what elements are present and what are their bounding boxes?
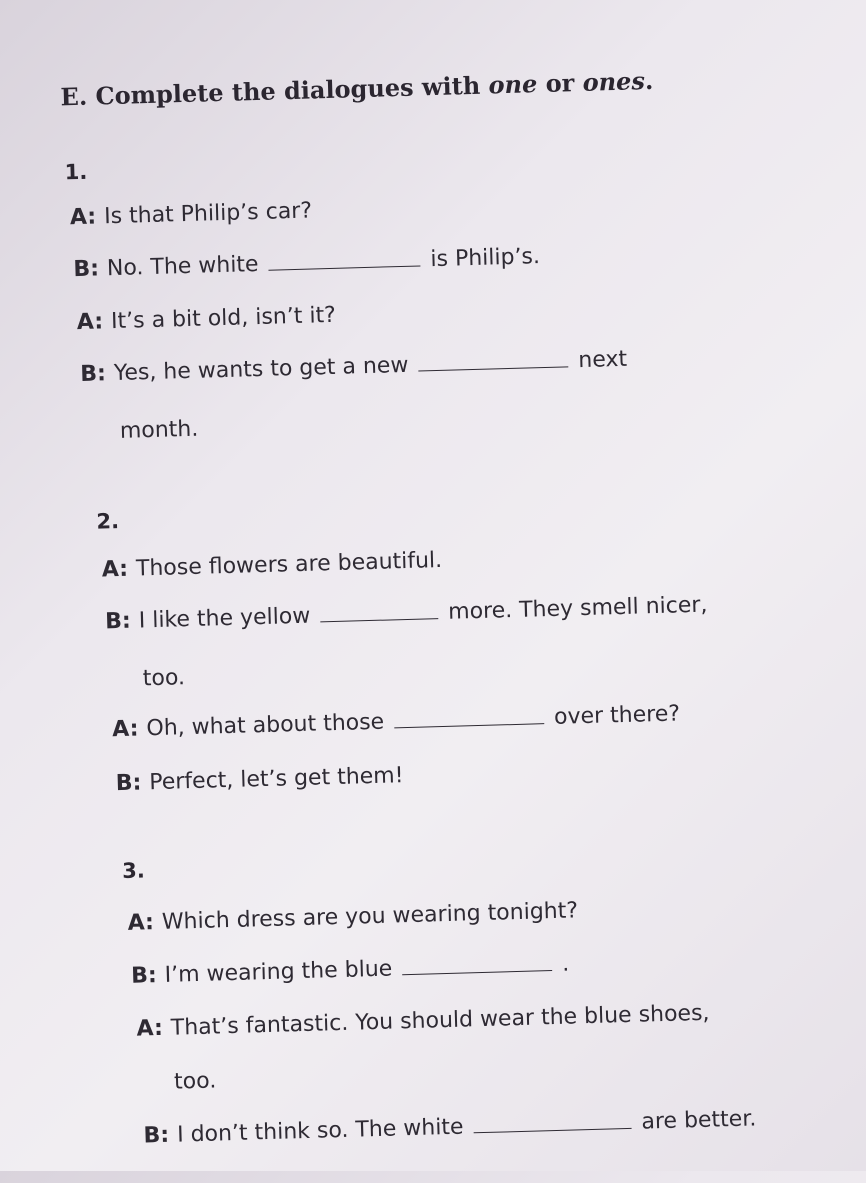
speaker-label: B: — [115, 770, 142, 797]
speaker-label: B: — [79, 361, 107, 387]
title-text: E. Complete the dialogues with — [60, 70, 489, 112]
speaker-label: A: — [76, 309, 104, 336]
line-text: I’m wearing the blue — [164, 956, 393, 988]
dialogue-3-line-4 — [143, 1106, 756, 1148]
speaker-label: A: — [136, 1015, 164, 1042]
dialogue-2-line-4 — [115, 763, 403, 796]
speaker-label: A: — [127, 910, 155, 936]
line-text-after: more. They smell nicer, — [447, 592, 708, 625]
dialogue-2-line-3 — [112, 701, 680, 742]
dialogue-3-continuation: too. — [173, 1068, 217, 1095]
speaker-label: A: — [101, 556, 129, 583]
answer-blank[interactable] — [419, 365, 569, 371]
answer-blank[interactable] — [394, 722, 544, 728]
title-word-ones: ones — [582, 66, 646, 97]
line-text: Which dress are you wearing tonight? — [161, 898, 579, 935]
dialogue-3-line-2 — [131, 952, 570, 989]
line-text: I don’t think so. The white — [176, 1114, 464, 1148]
line-text-after: over there? — [553, 701, 681, 730]
title-period: . — [644, 65, 654, 96]
line-text: Perfect, let’s get them! — [148, 763, 404, 796]
line-text-after: is Philip’s. — [430, 244, 541, 273]
line-text: Is that Philip’s car? — [103, 198, 313, 230]
line-text: Yes, he wants to get a new — [113, 352, 409, 387]
dialogue-2-number: 2. — [96, 508, 120, 534]
dialogue-3-number: 3. — [121, 858, 146, 884]
line-text: Oh, what about those — [146, 709, 385, 742]
dialogue-2-line-2 — [105, 593, 708, 635]
line-text: No. The white — [106, 251, 259, 282]
speaker-label: A: — [111, 716, 139, 743]
dialogue-1-line-3 — [77, 303, 337, 335]
speaker-label: A: — [69, 204, 97, 231]
dialogue-1-line-4 — [80, 347, 627, 387]
speaker-label: B: — [130, 963, 158, 989]
exercise-title — [60, 66, 653, 112]
speaker-label: B: — [104, 608, 132, 635]
dialogue-1-line-2 — [73, 244, 540, 282]
answer-blank[interactable] — [269, 264, 421, 270]
title-or: or — [536, 67, 584, 99]
title-word-one: one — [488, 69, 538, 100]
answer-blank[interactable] — [474, 1127, 632, 1133]
line-text-after: next — [577, 346, 628, 374]
speaker-label: B: — [143, 1122, 170, 1149]
line-text-after: are better. — [641, 1106, 757, 1135]
line-text: That’s fantastic. You should wear the blue shoes, — [170, 1000, 710, 1041]
line-text-after: . — [561, 951, 570, 977]
dialogue-3-line-1 — [127, 898, 578, 936]
dialogue-2-continuation: too. — [142, 665, 186, 692]
dialogue-2-line-1 — [101, 548, 442, 582]
dialogue-1-continuation: month. — [119, 416, 199, 444]
dialogue-1-line-1 — [70, 198, 313, 230]
dialogue-1-number: 1. — [64, 159, 88, 185]
dialogue-3-line-3 — [136, 1001, 710, 1042]
line-text: It’s a bit old, isn’t it? — [110, 302, 337, 335]
line-text: Those flowers are beautiful. — [135, 547, 443, 582]
answer-blank[interactable] — [402, 969, 552, 975]
answer-blank[interactable] — [320, 617, 438, 622]
speaker-label: B: — [73, 256, 100, 283]
line-text: I like the yellow — [138, 603, 311, 634]
